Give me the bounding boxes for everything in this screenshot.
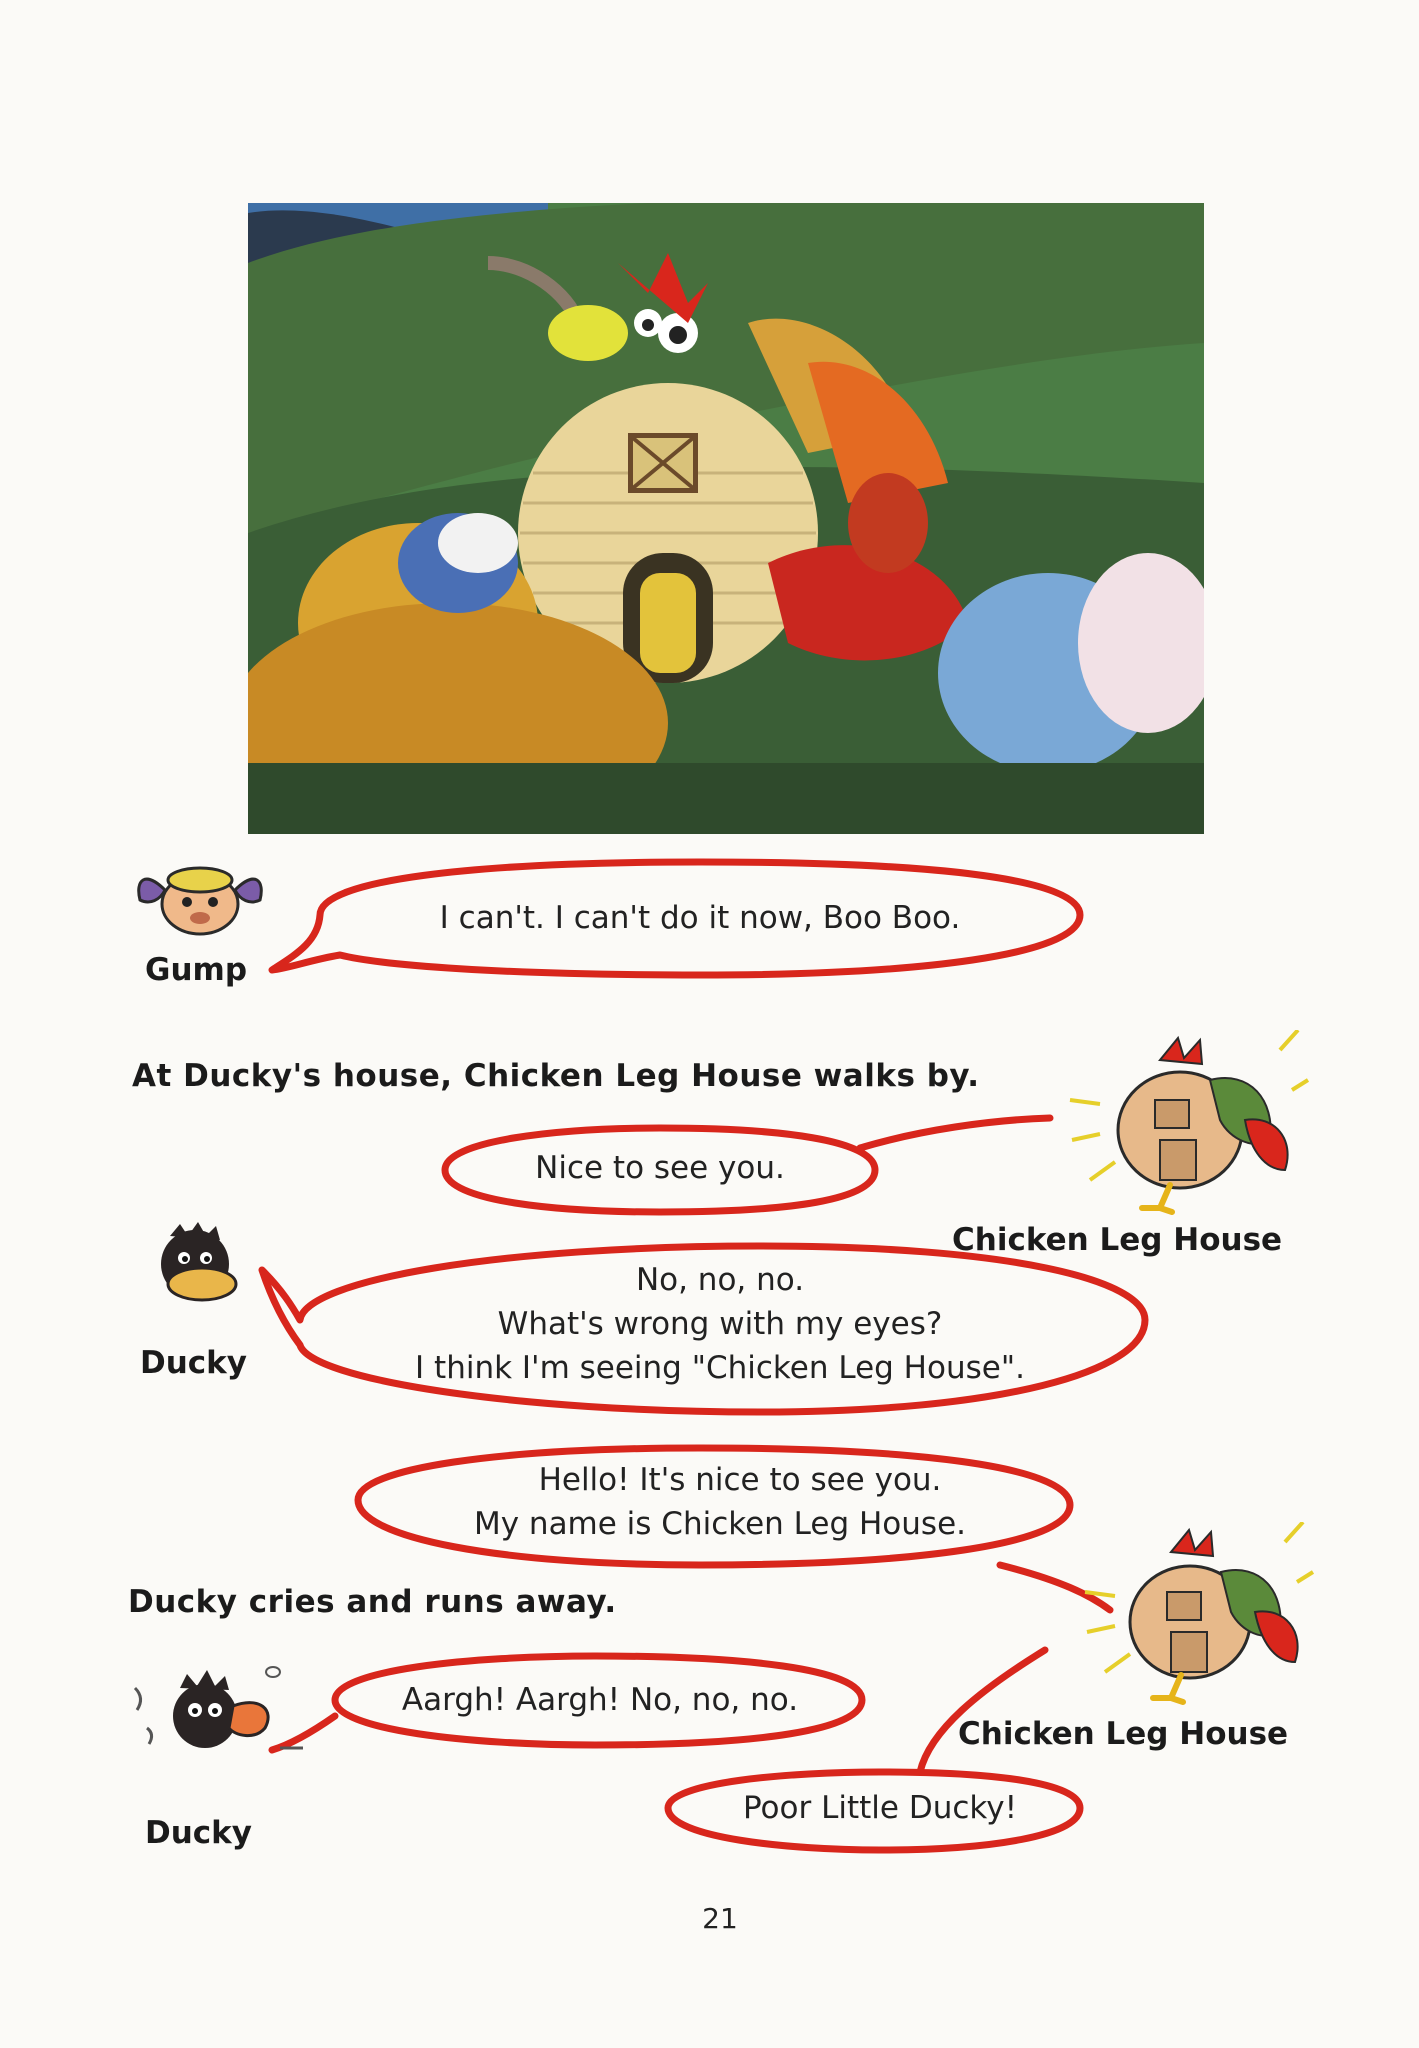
speech-line: I think I'm seeing "Chicken Leg House".	[415, 1350, 1025, 1386]
ducky-scared-icon	[125, 1658, 315, 1768]
speech-line: What's wrong with my eyes?	[497, 1306, 943, 1342]
speaker-name-ducky: Ducky	[145, 1815, 253, 1851]
gump-face-icon	[135, 860, 265, 940]
speaker-name-ducky: Ducky	[140, 1345, 248, 1381]
chicken-leg-house-icon	[1075, 1522, 1315, 1707]
chicken-leg-house-icon	[1060, 1030, 1310, 1215]
chicken-speech: Nice to see you.	[535, 1150, 785, 1186]
narration-line: At Ducky's house, Chicken Leg House walks by.	[132, 1058, 980, 1094]
speaker-name-chicken-leg-house: Chicken Leg House	[958, 1716, 1289, 1752]
page-number: 21	[702, 1902, 738, 1935]
speech-line: No, no, no.	[635, 1262, 805, 1298]
speech-line: My name is Chicken Leg House.	[473, 1506, 967, 1542]
speaker-name-chicken-leg-house: Chicken Leg House	[952, 1222, 1283, 1258]
speech-line: Hello! It's nice to see you.	[538, 1462, 942, 1498]
chicken-speech	[380, 1458, 1060, 1546]
ducky-speech	[320, 1258, 1120, 1390]
speaker-name-gump: Gump	[145, 952, 248, 988]
gump-speech: I can't. I can't do it now, Boo Boo.	[439, 900, 961, 936]
ducky-speech: Aargh! Aargh! No, no, no.	[401, 1682, 799, 1718]
ducky-face-icon	[140, 1222, 250, 1312]
chicken-speech: Poor Little Ducky!	[742, 1790, 1018, 1826]
narration-line: Ducky cries and runs away.	[128, 1584, 617, 1620]
